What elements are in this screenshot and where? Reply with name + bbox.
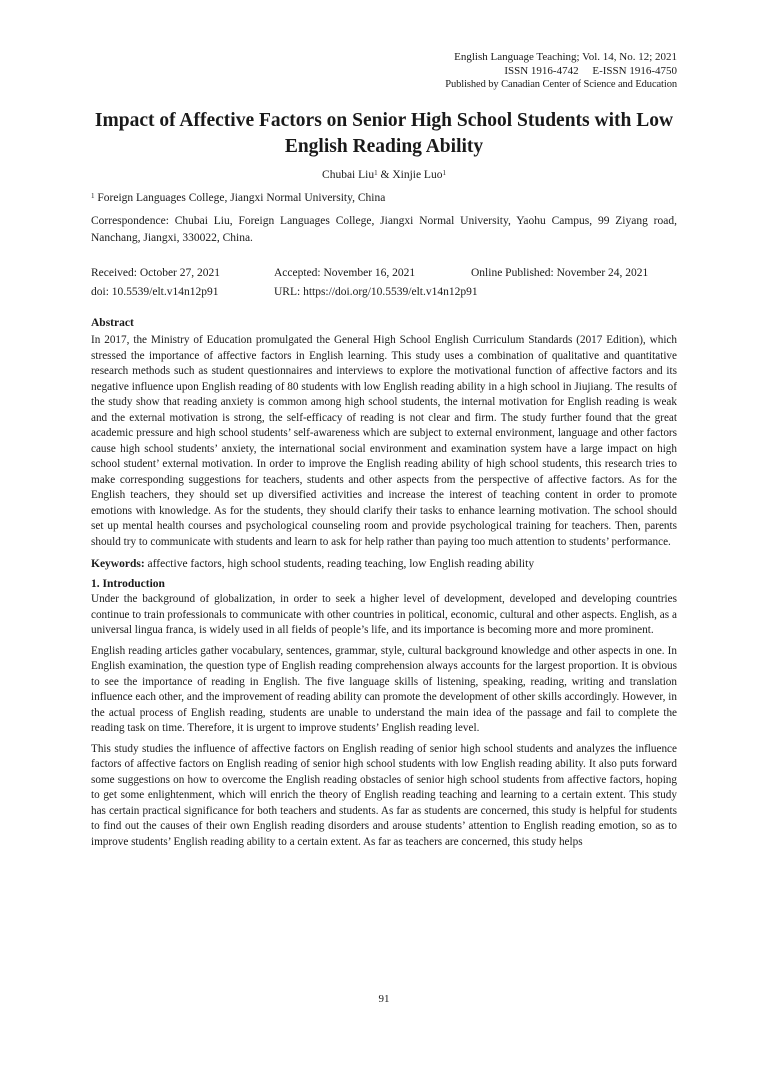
author-joiner: & xyxy=(377,169,393,181)
abstract-body: In 2017, the Ministry of Education promulgated the General High School English Curriculum Standards (2017 Edition), which stressed the importance of affective factors in English learning. This study uses a combination of qualitative and quantitative research methods such as student questionnaires and interviews to explore the motivational function of affective factors and its negative influence upon English reading of 80 students with low English reading ability in a high school in Jiujiang. The results of the study show that reading anxiety is common among high school students, the internal motivation for English reading is weak and the external motivation is strong, the self-efficacy of reading is not clear and firm. The study further found that the great academic pressure and high school students’ self-awareness which are subject to external environment, language and other factors cause high school students’ anxiety, the international social environment and examination system have a large impact on high school student’ external motivation. In order to improve the English reading ability of high school students, this research tries to make corresponding suggestions for teachers, students and other aspects from the perspective of affective factors. As for the English teachers, they should set up diversified activities and increase the interest of teaching content in order to promote emotions with knowledge. As for the students, they should clarify their tasks to enhance learning motivation. The school should set up mental health courses and psychological counseling room and provide psychological training for teachers. Then, parents should try to communicate with students and learn to ask for help rather than paying too much attention to students’ performance. xyxy=(91,334,677,548)
keywords-label: Keywords: xyxy=(91,558,145,570)
author-line xyxy=(91,168,677,183)
accepted-date: Accepted: November 16, 2021 xyxy=(274,267,416,279)
intro-paragraph: This study studies the influence of affective factors on English reading of senior high school students and analyzes the influence factors of affective factors on English reading of senior high school students with low English reading ability. It also puts forward some suggestions on how to overcome the English reading obstacles of senior high school students from affective factors, hoping to get some enlightenment, which will enrich the theory of English reading teaching and learning to a certain extent. This study has certain practical significance for both teachers and students. As far as students are concerned, this study is helpful for students to find out the causes of their own English reading disorders and arouse students’ attention to English reading emotion, so as to improve students’ English reading ability to a certain extent. As far as teachers are concerned, this study helps xyxy=(91,742,677,848)
publication-dates xyxy=(91,264,677,302)
keywords xyxy=(91,556,677,572)
section-heading-introduction: 1. Introduction xyxy=(91,578,165,590)
affiliation-mark: 1 xyxy=(91,192,95,200)
abstract-heading: Abstract xyxy=(91,317,134,329)
received-date: Received: October 27, 2021 xyxy=(91,267,221,279)
introduction-section xyxy=(91,592,677,850)
correspondence: Correspondence: Chubai Liu, Foreign Languages College, Jiangxi Normal University, Yaohu Campus, 99 Ziyang road, Nanchang, Jiangxi, 330022, China. xyxy=(91,215,677,244)
journal-issn: ISSN 1916-4742 E-ISSN 1916-4750 xyxy=(504,65,677,77)
affiliation xyxy=(91,191,677,206)
intro-paragraph: Under the background of globalization, in order to seek a higher level of development, developed and developing countries continue to train professionals to communicate with other countries in political, economic, cultural and other aspects. English, as a universal lingua franca, is widely used in all fields of people’s life, and its importance is becoming more and more prominent. xyxy=(91,593,677,636)
paper-page xyxy=(0,50,768,1074)
journal-citation: English Language Teaching; Vol. 14, No. 12; 2021 xyxy=(454,51,677,63)
author-affil-mark: 1 xyxy=(442,169,446,177)
author-name: Xinjie Luo xyxy=(392,169,443,181)
author-affil-mark: 1 xyxy=(374,169,378,177)
intro-paragraph: English reading articles gather vocabulary, sentences, grammar, style, cultural background knowledge and other aspects in one. In English examination, the question type of English reading comprehension always accounts for the largest proportion. It is obvious to see the importance of reading in English. The five language skills of listening, speaking, reading, writing and translation influence each other, and the improvement of reading ability can promote the development of other skills accordingly. However, in the actual process of English reading, students are unable to understand the main idea of the passage and fail to complete the reading task on time. Therefore, it is urgent to improve students’ English reading level. xyxy=(91,644,677,734)
journal-publisher: Published by Canadian Center of Science and Education xyxy=(445,79,677,90)
url-link[interactable]: URL: https://doi.org/10.5539/elt.v14n12p91 xyxy=(274,286,478,298)
online-published-date: Online Published: November 24, 2021 xyxy=(471,267,649,279)
doi-text: doi: 10.5539/elt.v14n12p91 xyxy=(91,286,219,298)
keywords-text: affective factors, high school students, reading teaching, low English reading ability xyxy=(144,558,535,570)
paper-title: Impact of Affective Factors on Senior High School Students with Low English Reading Ability xyxy=(94,110,674,157)
affiliation-text: Foreign Languages College, Jiangxi Normal University, China xyxy=(94,192,386,204)
author-name: Chubai Liu xyxy=(322,169,375,181)
page-number: 91 xyxy=(378,993,390,1005)
journal-header xyxy=(91,50,677,92)
